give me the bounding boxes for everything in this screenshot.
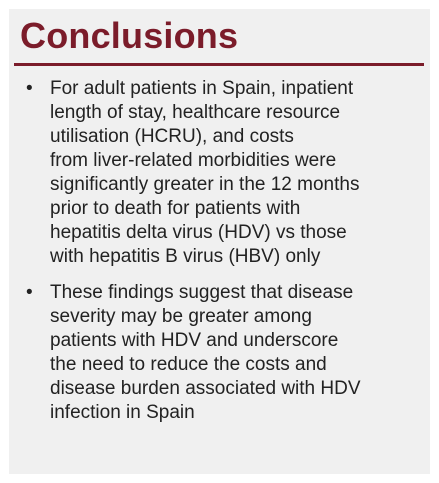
bullet-line: hepatitis delta virus (HDV) vs those bbox=[50, 222, 347, 243]
bullet-line: significantly greater in the 12 months bbox=[50, 174, 360, 195]
conclusions-list bbox=[9, 77, 430, 425]
bullet-point-icon: • bbox=[26, 78, 33, 99]
bullet-line: with hepatitis B virus (HBV) only bbox=[50, 246, 321, 267]
bullet-line: the need to reduce the costs and bbox=[50, 354, 327, 375]
bullet-line: utilisation (HCRU), and costs bbox=[50, 126, 294, 147]
bullet-line: patients with HDV and underscore bbox=[50, 330, 339, 351]
bullet-line: prior to death for patients with bbox=[50, 198, 301, 219]
bullet-item-disease-severity bbox=[9, 281, 430, 425]
title-underline bbox=[14, 63, 424, 66]
bullet-line: from liver-related morbidities were bbox=[50, 150, 337, 171]
bullet-line: infection in Spain bbox=[50, 402, 195, 423]
bullet-line: For adult patients in Spain, inpatient bbox=[50, 78, 354, 99]
bullet-item-length-of-stay bbox=[9, 77, 430, 269]
bullet-point-icon: • bbox=[26, 282, 33, 303]
bullet-line: These findings suggest that disease bbox=[50, 282, 354, 303]
section-title: Conclusions bbox=[20, 15, 239, 56]
conclusions-panel bbox=[9, 9, 430, 474]
bullet-line: severity may be greater among bbox=[50, 306, 312, 327]
bullet-line: length of stay, healthcare resource bbox=[50, 102, 341, 123]
bullet-line: disease burden associated with HDV bbox=[50, 378, 361, 399]
